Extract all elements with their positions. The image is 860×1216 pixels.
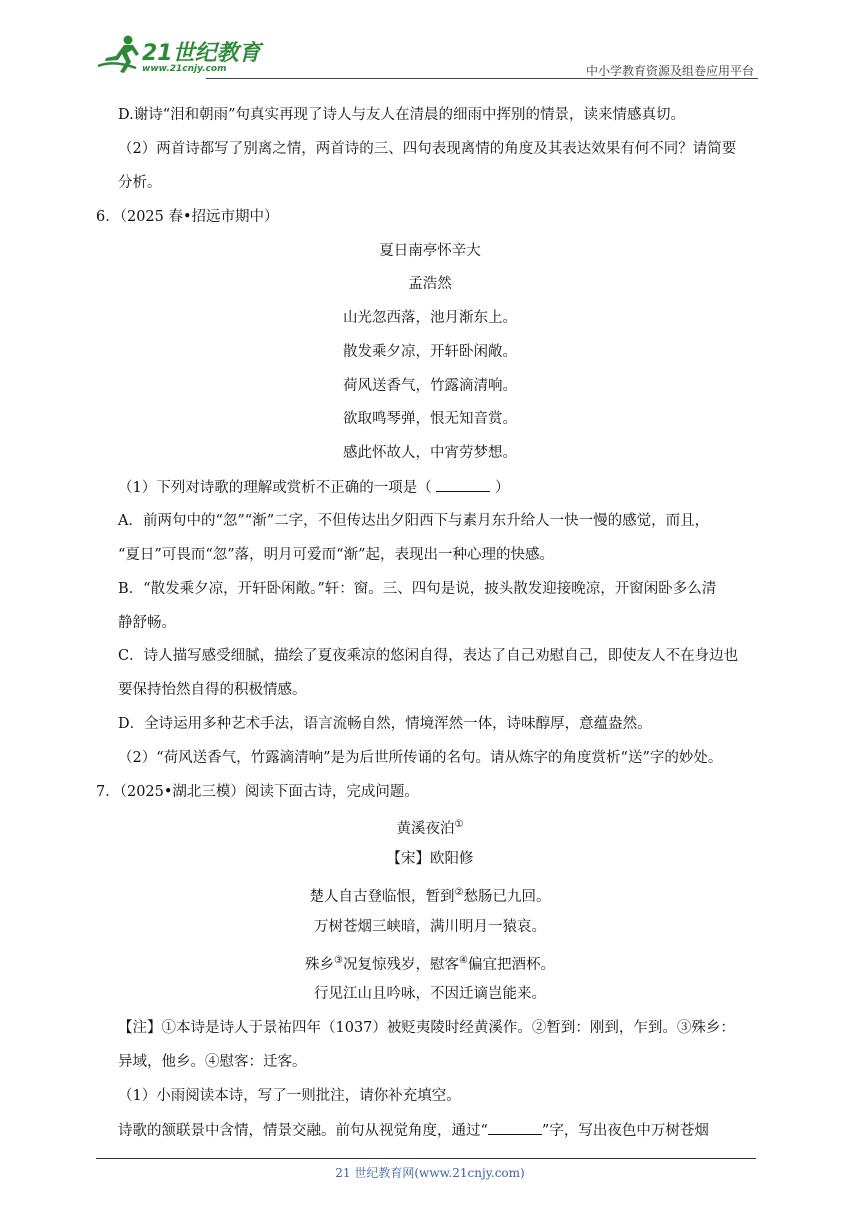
question-5-2-line1: （2）两首诗都写了别离之情，两首诗的三、四句表现离情的角度及其表达效果有何不同？请简要 — [118, 141, 737, 157]
annotation-text-b: ”字，写出夜色中万树苍烟 — [541, 1123, 709, 1139]
poem2-line — [96, 951, 764, 975]
poem2-author: 【宋】欧阳修 — [386, 851, 474, 867]
option-b-line2: 静舒畅。 — [118, 615, 176, 631]
poem2-line: 行见江山且吟咏，不因迁谪岂能来。 — [314, 986, 546, 1002]
poem2-line1-a: 楚人自古登临恨，暂到 — [309, 889, 455, 905]
poem2-line1-b: 愁肠已九回。 — [463, 889, 551, 905]
logo-url: www.21cnjy.com — [142, 64, 227, 74]
runner-logo-icon — [96, 34, 142, 76]
logo-text: 21世纪教育 — [142, 41, 261, 66]
poem2-line: 万树苍烟三峡暗，满川明月一猿哀。 — [314, 919, 546, 935]
footer-text: 21 世纪教育网(www.21cnjy.com) — [335, 1166, 525, 1180]
note-marker: ③ — [334, 955, 343, 966]
option-a-line2: “夏日”可畏而“忽”落，明月可爱而“渐”起，表现出一种心理的快感。 — [118, 547, 554, 563]
poem1-line: 山光忽西落，池月渐东上。 — [343, 310, 517, 326]
question-6-2: （2）“荷风送香气，竹露滴清响”是为后世所传诵的名句。请从炼字的角度赏析“送”字的妙处。 — [118, 750, 723, 766]
poem1-author: 孟浩然 — [408, 276, 452, 292]
question-6-1-close: ） — [494, 480, 510, 496]
platform-name: 中小学教育资源及组卷应用平台 — [585, 64, 754, 78]
note-marker: ④ — [459, 955, 468, 966]
poem1-title: 夏日南亭怀辛大 — [379, 243, 481, 259]
poem2-line3-c: 偏宜把酒杯。 — [467, 957, 555, 973]
poem1-line: 感此怀故人，中宵劳梦想。 — [343, 445, 517, 461]
poem1-line: 荷风送香气，竹露滴清响。 — [343, 378, 517, 394]
option-d2-line: D．全诗运用多种艺术手法，语言流畅自然，情境浑然一体，诗味醇厚，意蕴盎然。 — [118, 716, 652, 732]
note-marker: ② — [454, 887, 464, 898]
option-b-line1: B．“散发乘夕凉，开轩卧闲敞。”轩：窗。三、四句是说，披头散发迎接晚凉，开窗闲卧多么清 — [118, 581, 717, 597]
option-a-line1: A．前两句中的“忽”“渐”二字，不但传达出夕阳西下与素月东升给人一快一慢的感觉，而且， — [118, 513, 710, 529]
notes-line2: 异域，他乡。④慰客：迁客。 — [118, 1054, 307, 1070]
question-5-2-line2: 分析。 — [118, 175, 162, 191]
question-6-1-text: （1）下列对诗歌的理解或赏析不正确的一项是（ — [118, 480, 432, 496]
answer-blank[interactable] — [436, 477, 490, 492]
option-d-line: D.谢诗“泪和朝雨”句真实再现了诗人与友人在清晨的细雨中挥别的情景，读来情感真切。 — [118, 107, 686, 123]
footer-divider — [96, 1158, 756, 1159]
option-c-line2: 要保持怡然自得的积极情感。 — [118, 682, 307, 698]
header-divider — [206, 78, 758, 79]
annotation-line — [118, 1120, 709, 1141]
question-6-1 — [118, 477, 509, 498]
poem1-line: 散发乘夕凉，开轩卧闲敞。 — [343, 344, 517, 360]
note-marker: ① — [454, 819, 464, 830]
poem2-title — [96, 815, 764, 839]
question-6-header: 6．（2025 春•招远市期中） — [96, 209, 279, 225]
option-c-line1: C．诗人描写感受细腻，描绘了夏夜乘凉的悠闲自得，表达了自己劝慰自己，即使友人不在身边也 — [118, 648, 739, 664]
answer-blank[interactable] — [488, 1120, 542, 1135]
site-logo — [96, 34, 266, 78]
question-7-1: （1）小雨阅读本诗，写了一则批注，请你补充填空。 — [118, 1088, 461, 1104]
annotation-text-a: 诗歌的颔联景中含情，情景交融。前句从视觉角度，通过“ — [118, 1123, 488, 1139]
question-7-header: 7．（2025•湖北三模）阅读下面古诗，完成问题。 — [96, 784, 419, 800]
notes-line1: 【注】①本诗是诗人于景祐四年（1037）被贬夷陵时经黄溪作。②暂到：刚到，乍到。③殊乡： — [118, 1020, 735, 1036]
page-header — [96, 34, 758, 84]
poem1-line: 欲取鸣琴弹，恨无知音赏。 — [343, 411, 517, 427]
poem2-line3-a: 殊乡 — [305, 957, 335, 973]
poem2-line — [96, 883, 764, 907]
poem2-title-text: 黄溪夜泊 — [396, 821, 455, 837]
poem2-line3-b: 况复惊残岁，慰客 — [343, 957, 459, 973]
